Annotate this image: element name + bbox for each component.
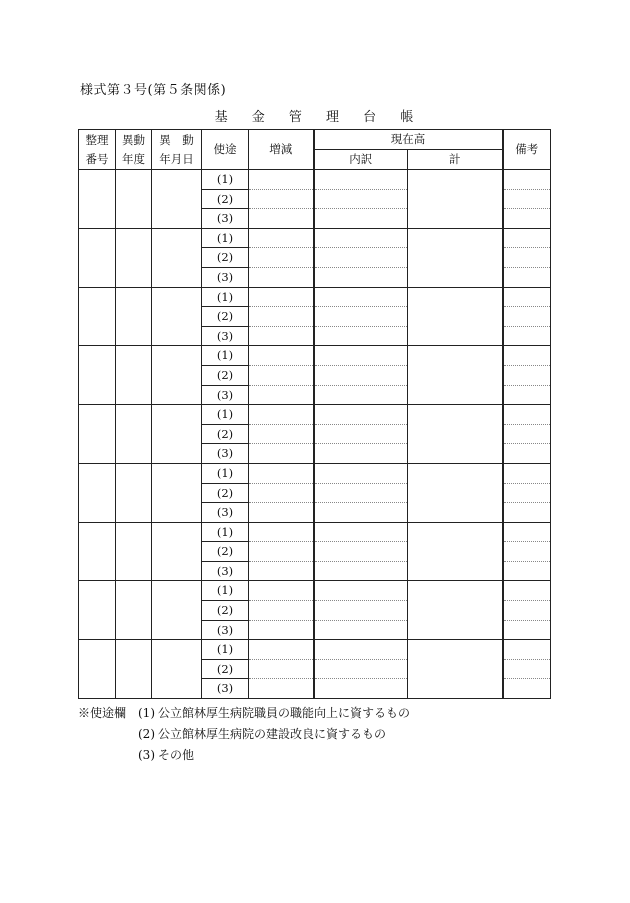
cell-biko[interactable] bbox=[503, 463, 551, 483]
cell-seiri-bangou[interactable] bbox=[79, 228, 116, 287]
cell-seiri-bangou[interactable] bbox=[79, 346, 116, 405]
header-zougen: 増減 bbox=[249, 130, 314, 170]
note-row-3 bbox=[78, 745, 410, 766]
cell-zougen[interactable] bbox=[249, 267, 314, 287]
cell-zougen[interactable] bbox=[249, 209, 314, 229]
cell-ido-nendo[interactable] bbox=[116, 522, 152, 581]
fund-ledger-table bbox=[78, 129, 551, 699]
header-seiri-line2: 番号 bbox=[85, 151, 109, 166]
cell-uchiwake[interactable] bbox=[314, 307, 408, 327]
cell-zougen[interactable] bbox=[249, 640, 314, 660]
cell-seiri-bangou[interactable] bbox=[79, 463, 116, 522]
cell-uchiwake[interactable] bbox=[314, 189, 408, 209]
cell-uchiwake[interactable] bbox=[314, 483, 408, 503]
cell-kei[interactable] bbox=[408, 170, 503, 229]
header-ido-nendo bbox=[116, 130, 152, 170]
cell-biko[interactable] bbox=[503, 522, 551, 542]
cell-kei[interactable] bbox=[408, 463, 503, 522]
cell-uchiwake[interactable] bbox=[314, 326, 408, 346]
cell-shito-label: (3) bbox=[202, 267, 249, 287]
cell-kei[interactable] bbox=[408, 228, 503, 287]
cell-shito-label: (3) bbox=[202, 385, 249, 405]
cell-biko[interactable] bbox=[503, 209, 551, 229]
ledger-row bbox=[79, 287, 551, 307]
cell-shito-label: (2) bbox=[202, 307, 249, 327]
cell-seiri-bangou[interactable] bbox=[79, 522, 116, 581]
cell-ido-nendo[interactable] bbox=[116, 287, 152, 346]
header-kei: 計 bbox=[408, 150, 503, 170]
form-number: 様式第３号(第５条関係) bbox=[80, 83, 227, 98]
usage-notes bbox=[78, 703, 410, 766]
ledger-row bbox=[79, 405, 551, 425]
cell-biko[interactable] bbox=[503, 659, 551, 679]
note-text: その他 bbox=[158, 748, 195, 762]
header-seiri-bangou bbox=[79, 130, 116, 170]
ledger-row bbox=[79, 522, 551, 542]
cell-biko[interactable] bbox=[503, 601, 551, 621]
cell-biko[interactable] bbox=[503, 170, 551, 190]
cell-zougen[interactable] bbox=[249, 679, 314, 699]
cell-zougen[interactable] bbox=[249, 620, 314, 640]
cell-zougen[interactable] bbox=[249, 326, 314, 346]
cell-shito-label: (1) bbox=[202, 405, 249, 425]
cell-zougen[interactable] bbox=[249, 170, 314, 190]
cell-zougen[interactable] bbox=[249, 307, 314, 327]
header-row-1 bbox=[79, 130, 551, 150]
cell-zougen[interactable] bbox=[249, 463, 314, 483]
cell-uchiwake[interactable] bbox=[314, 463, 408, 483]
cell-uchiwake[interactable] bbox=[314, 424, 408, 444]
cell-biko[interactable] bbox=[503, 483, 551, 503]
cell-uchiwake[interactable] bbox=[314, 209, 408, 229]
header-biko: 備考 bbox=[503, 130, 551, 170]
cell-zougen[interactable] bbox=[249, 424, 314, 444]
cell-ido-nendo[interactable] bbox=[116, 581, 152, 640]
page-title: 基 金 管 理 台 帳 bbox=[214, 110, 424, 125]
cell-biko[interactable] bbox=[503, 326, 551, 346]
cell-zougen[interactable] bbox=[249, 522, 314, 542]
cell-kei[interactable] bbox=[408, 287, 503, 346]
cell-kei[interactable] bbox=[408, 581, 503, 640]
ledger-row bbox=[79, 640, 551, 660]
cell-ido-date[interactable] bbox=[152, 287, 202, 346]
note-row-1 bbox=[78, 703, 410, 724]
cell-zougen[interactable] bbox=[249, 385, 314, 405]
header-seiri-line1: 整理 bbox=[85, 132, 109, 147]
header-ido-nendo-line1: 異動 bbox=[122, 132, 145, 147]
cell-shito-label: (1) bbox=[202, 228, 249, 248]
cell-ido-date[interactable] bbox=[152, 522, 202, 581]
ledger-row bbox=[79, 581, 551, 601]
cell-biko[interactable] bbox=[503, 503, 551, 523]
cell-biko[interactable] bbox=[503, 248, 551, 268]
cell-shito-label: (1) bbox=[202, 463, 249, 483]
header-ido-nendo-line2: 年度 bbox=[122, 151, 145, 166]
cell-shito-label: (2) bbox=[202, 189, 249, 209]
header-uchiwake: 内訳 bbox=[314, 150, 408, 170]
notes-heading: ※使途欄 bbox=[78, 706, 127, 720]
cell-uchiwake[interactable] bbox=[314, 248, 408, 268]
note-text: 公立館林厚生病院職員の職能向上に資するもの bbox=[158, 706, 411, 720]
cell-zougen[interactable] bbox=[249, 503, 314, 523]
note-num: (3) bbox=[138, 748, 155, 762]
cell-shito-label: (2) bbox=[202, 424, 249, 444]
cell-shito-label: (1) bbox=[202, 170, 249, 190]
ledger-row bbox=[79, 463, 551, 483]
cell-uchiwake[interactable] bbox=[314, 170, 408, 190]
cell-shito-label: (3) bbox=[202, 679, 249, 699]
cell-ido-nendo[interactable] bbox=[116, 170, 152, 229]
cell-kei[interactable] bbox=[408, 405, 503, 464]
cell-shito-label: (2) bbox=[202, 542, 249, 562]
cell-shito-label: (3) bbox=[202, 503, 249, 523]
note-num: (1) bbox=[138, 706, 155, 720]
cell-zougen[interactable] bbox=[249, 581, 314, 601]
cell-shito-label: (1) bbox=[202, 522, 249, 542]
cell-ido-date[interactable] bbox=[152, 170, 202, 229]
cell-zougen[interactable] bbox=[249, 228, 314, 248]
cell-shito-label: (1) bbox=[202, 640, 249, 660]
ledger-row bbox=[79, 228, 551, 248]
cell-biko[interactable] bbox=[503, 444, 551, 464]
cell-biko[interactable] bbox=[503, 405, 551, 425]
cell-uchiwake[interactable] bbox=[314, 346, 408, 366]
cell-shito-label: (1) bbox=[202, 346, 249, 366]
cell-zougen[interactable] bbox=[249, 561, 314, 581]
cell-zougen[interactable] bbox=[249, 444, 314, 464]
cell-biko[interactable] bbox=[503, 561, 551, 581]
header-ido-date-line2: 年月日 bbox=[159, 151, 194, 166]
cell-ido-nendo[interactable] bbox=[116, 463, 152, 522]
cell-uchiwake[interactable] bbox=[314, 561, 408, 581]
cell-ido-date[interactable] bbox=[152, 228, 202, 287]
ledger-row bbox=[79, 170, 551, 190]
cell-biko[interactable] bbox=[503, 228, 551, 248]
cell-shito-label: (2) bbox=[202, 659, 249, 679]
cell-shito-label: (3) bbox=[202, 209, 249, 229]
cell-shito-label: (3) bbox=[202, 620, 249, 640]
cell-uchiwake[interactable] bbox=[314, 444, 408, 464]
cell-seiri-bangou[interactable] bbox=[79, 170, 116, 229]
cell-zougen[interactable] bbox=[249, 365, 314, 385]
cell-shito-label: (1) bbox=[202, 287, 249, 307]
cell-biko[interactable] bbox=[503, 581, 551, 601]
cell-zougen[interactable] bbox=[249, 287, 314, 307]
cell-uchiwake[interactable] bbox=[314, 620, 408, 640]
cell-ido-nendo[interactable] bbox=[116, 640, 152, 699]
cell-ido-nendo[interactable] bbox=[116, 228, 152, 287]
cell-zougen[interactable] bbox=[249, 542, 314, 562]
header-ido-date-line1: 異 動 bbox=[159, 132, 194, 147]
header-ido-date bbox=[152, 130, 202, 170]
cell-shito-label: (2) bbox=[202, 483, 249, 503]
cell-uchiwake[interactable] bbox=[314, 228, 408, 248]
cell-kei[interactable] bbox=[408, 640, 503, 699]
cell-uchiwake[interactable] bbox=[314, 287, 408, 307]
note-text: 公立館林厚生病院の建設改良に資するもの bbox=[158, 727, 387, 741]
cell-uchiwake[interactable] bbox=[314, 679, 408, 699]
cell-seiri-bangou[interactable] bbox=[79, 640, 116, 699]
cell-zougen[interactable] bbox=[249, 189, 314, 209]
cell-biko[interactable] bbox=[503, 346, 551, 366]
cell-biko[interactable] bbox=[503, 267, 551, 287]
cell-ido-date[interactable] bbox=[152, 581, 202, 640]
cell-zougen[interactable] bbox=[249, 346, 314, 366]
cell-biko[interactable] bbox=[503, 287, 551, 307]
cell-seiri-bangou[interactable] bbox=[79, 581, 116, 640]
cell-shito-label: (3) bbox=[202, 561, 249, 581]
ledger-row bbox=[79, 346, 551, 366]
cell-zougen[interactable] bbox=[249, 483, 314, 503]
cell-uchiwake[interactable] bbox=[314, 640, 408, 660]
note-num: (2) bbox=[138, 727, 155, 741]
cell-kei[interactable] bbox=[408, 522, 503, 581]
cell-uchiwake[interactable] bbox=[314, 503, 408, 523]
cell-ido-nendo[interactable] bbox=[116, 405, 152, 464]
cell-biko[interactable] bbox=[503, 640, 551, 660]
cell-biko[interactable] bbox=[503, 189, 551, 209]
cell-kei[interactable] bbox=[408, 346, 503, 405]
header-genzaidaka: 現在高 bbox=[314, 130, 503, 150]
note-row-2 bbox=[78, 724, 410, 745]
cell-uchiwake[interactable] bbox=[314, 385, 408, 405]
header-shito: 使途 bbox=[202, 130, 249, 170]
cell-biko[interactable] bbox=[503, 424, 551, 444]
cell-seiri-bangou[interactable] bbox=[79, 405, 116, 464]
cell-uchiwake[interactable] bbox=[314, 659, 408, 679]
cell-ido-date[interactable] bbox=[152, 405, 202, 464]
cell-ido-nendo[interactable] bbox=[116, 346, 152, 405]
cell-uchiwake[interactable] bbox=[314, 365, 408, 385]
cell-uchiwake[interactable] bbox=[314, 601, 408, 621]
cell-biko[interactable] bbox=[503, 385, 551, 405]
cell-biko[interactable] bbox=[503, 620, 551, 640]
cell-zougen[interactable] bbox=[249, 248, 314, 268]
cell-biko[interactable] bbox=[503, 307, 551, 327]
cell-shito-label: (3) bbox=[202, 444, 249, 464]
cell-shito-label: (2) bbox=[202, 601, 249, 621]
cell-seiri-bangou[interactable] bbox=[79, 287, 116, 346]
cell-uchiwake[interactable] bbox=[314, 542, 408, 562]
cell-zougen[interactable] bbox=[249, 601, 314, 621]
cell-biko[interactable] bbox=[503, 365, 551, 385]
cell-uchiwake[interactable] bbox=[314, 522, 408, 542]
cell-shito-label: (2) bbox=[202, 248, 249, 268]
cell-zougen[interactable] bbox=[249, 659, 314, 679]
cell-biko[interactable] bbox=[503, 679, 551, 699]
cell-ido-date[interactable] bbox=[152, 346, 202, 405]
cell-uchiwake[interactable] bbox=[314, 581, 408, 601]
cell-zougen[interactable] bbox=[249, 405, 314, 425]
cell-ido-date[interactable] bbox=[152, 463, 202, 522]
ledger-body bbox=[79, 170, 551, 699]
cell-shito-label: (3) bbox=[202, 326, 249, 346]
cell-ido-date[interactable] bbox=[152, 640, 202, 699]
cell-uchiwake[interactable] bbox=[314, 405, 408, 425]
cell-uchiwake[interactable] bbox=[314, 267, 408, 287]
cell-biko[interactable] bbox=[503, 542, 551, 562]
cell-shito-label: (2) bbox=[202, 365, 249, 385]
cell-shito-label: (1) bbox=[202, 581, 249, 601]
